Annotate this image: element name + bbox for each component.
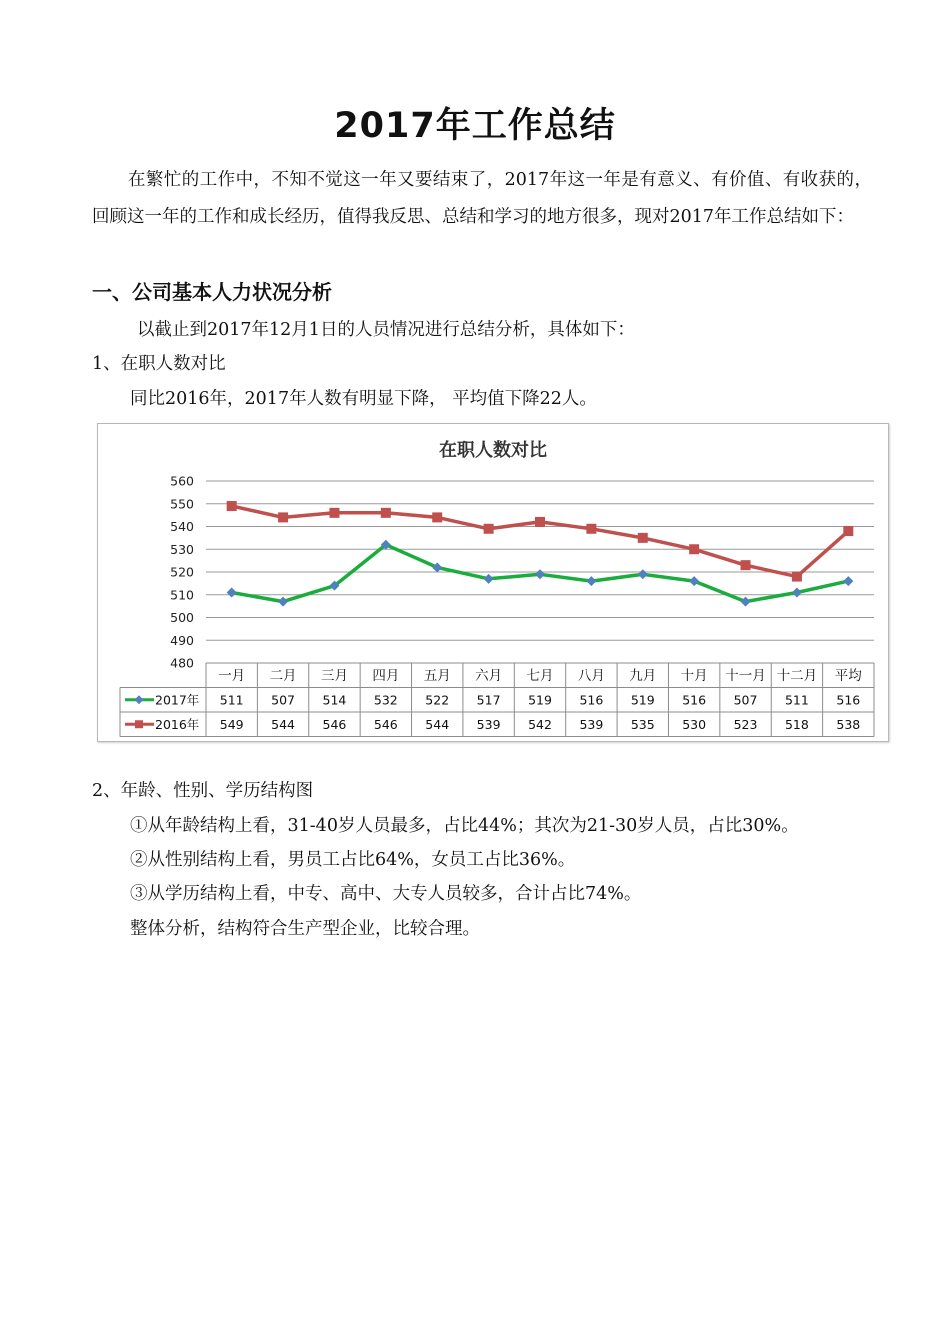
data-table-value: 549 [219, 716, 244, 732]
data-point [689, 576, 699, 586]
headcount-chart-svg [98, 424, 888, 741]
x-tick-label: 十月 [680, 668, 708, 684]
x-tick-label: 三月 [320, 668, 348, 684]
data-point [689, 544, 699, 554]
y-tick-label: 520 [170, 564, 194, 580]
legend-marker [135, 695, 144, 704]
section1-intro: 以截止到2017年12月1日的人员情况进行总结分析，具体如下： [137, 320, 635, 340]
x-tick-label: 二月 [269, 668, 297, 684]
data-point [381, 508, 391, 518]
sub1-text: 同比2016年，2017年人数有明显下降， 平均值下降22人。 [130, 389, 597, 409]
data-point [843, 576, 853, 586]
data-point [432, 562, 442, 572]
data-table-value: 539 [476, 716, 501, 732]
section1-heading: 一、公司基本人力状况分析 [92, 280, 332, 304]
data-table-value: 516 [579, 692, 604, 708]
data-table-value: 516 [836, 692, 861, 708]
x-tick-label: 九月 [629, 668, 657, 684]
y-tick-label: 540 [170, 519, 194, 534]
gender-structure-point: ②从性别结构上看，男员工占比64%，女员工占比36%。 [130, 850, 576, 870]
data-point [484, 524, 494, 534]
data-table-value: 522 [425, 692, 450, 708]
x-tick-label: 五月 [423, 668, 451, 684]
x-tick-label: 四月 [372, 668, 400, 684]
data-point [535, 569, 545, 579]
conclusion-text: 整体分析，结构符合生产型企业，比较合理。 [130, 919, 480, 939]
data-point [278, 512, 288, 522]
data-table-value: 539 [579, 716, 604, 732]
legend-label: 2016年 [155, 716, 200, 732]
data-table-value: 532 [373, 692, 398, 708]
data-table-value: 517 [476, 692, 501, 708]
x-tick-label: 六月 [475, 668, 503, 684]
data-table-value: 546 [373, 716, 398, 732]
legend-label: 2017年 [155, 692, 200, 708]
sub1-heading: 1、在职人数对比 [92, 354, 226, 374]
data-point [586, 576, 596, 586]
data-point [278, 597, 288, 607]
y-tick-label: 560 [170, 473, 194, 489]
x-tick-label: 十一月 [725, 668, 766, 684]
data-table-value: 542 [528, 716, 552, 732]
legend-marker [135, 720, 143, 728]
x-tick-label: 七月 [526, 668, 554, 684]
data-table-value: 535 [630, 716, 655, 732]
age-structure-point: ①从年龄结构上看，31-40岁人员最多，占比44%；其次为21-30岁人员，占比30%。 [130, 816, 799, 836]
data-point [535, 517, 545, 527]
x-tick-label: 平均 [834, 668, 862, 684]
x-tick-label: 一月 [218, 668, 246, 684]
page-title: 2017年工作总结 [334, 106, 616, 146]
data-table-value: 516 [682, 692, 707, 708]
data-table-value: 519 [528, 692, 552, 708]
y-tick-label: 550 [170, 496, 194, 512]
headcount-chart [97, 423, 889, 742]
data-table-value: 544 [271, 716, 296, 732]
data-table-value: 507 [271, 692, 296, 708]
y-tick-label: 500 [170, 610, 194, 625]
data-point [227, 501, 237, 511]
data-point [586, 524, 596, 534]
data-point [843, 526, 853, 536]
data-point [432, 512, 442, 522]
data-table-value: 546 [322, 716, 347, 732]
data-point [638, 533, 648, 543]
data-table-value: 538 [836, 716, 861, 732]
chart-title: 在职人数对比 [439, 440, 547, 461]
data-table-value: 511 [219, 692, 244, 708]
intro-paragraph: 在繁忙的工作中，不知不觉这一年又要结束了，2017年这一年是有意义、有价值、有收获的，回顾这一年的工作和成长经历，值得我反思、总结和学习的地方很多，现对2017年工作总结如下： [92, 170, 872, 227]
data-point [227, 587, 237, 597]
data-table-value: 523 [733, 716, 758, 732]
data-point [741, 560, 751, 570]
data-point [792, 587, 802, 597]
y-tick-label: 510 [170, 587, 194, 603]
data-point [638, 569, 648, 579]
data-table-value: 544 [425, 716, 450, 732]
sub2-heading: 2、年龄、性别、学历结构图 [92, 781, 314, 801]
y-tick-label: 480 [170, 655, 194, 671]
data-table-value: 514 [322, 692, 347, 708]
data-table-value: 530 [682, 716, 707, 732]
y-tick-label: 490 [170, 632, 194, 648]
data-table-value: 507 [733, 692, 758, 708]
data-point [741, 597, 751, 607]
education-structure-point: ③从学历结构上看，中专、高中、大专人员较多，合计占比74%。 [130, 884, 642, 904]
data-point [329, 508, 339, 518]
y-tick-label: 530 [170, 541, 194, 557]
data-table-value: 519 [630, 692, 655, 708]
x-tick-label: 十二月 [776, 668, 818, 684]
data-table-value: 518 [784, 716, 809, 732]
series-line [232, 506, 849, 577]
data-point [484, 574, 494, 584]
data-point [792, 572, 802, 582]
x-tick-label: 八月 [577, 668, 605, 684]
data-table-value: 511 [784, 692, 809, 708]
